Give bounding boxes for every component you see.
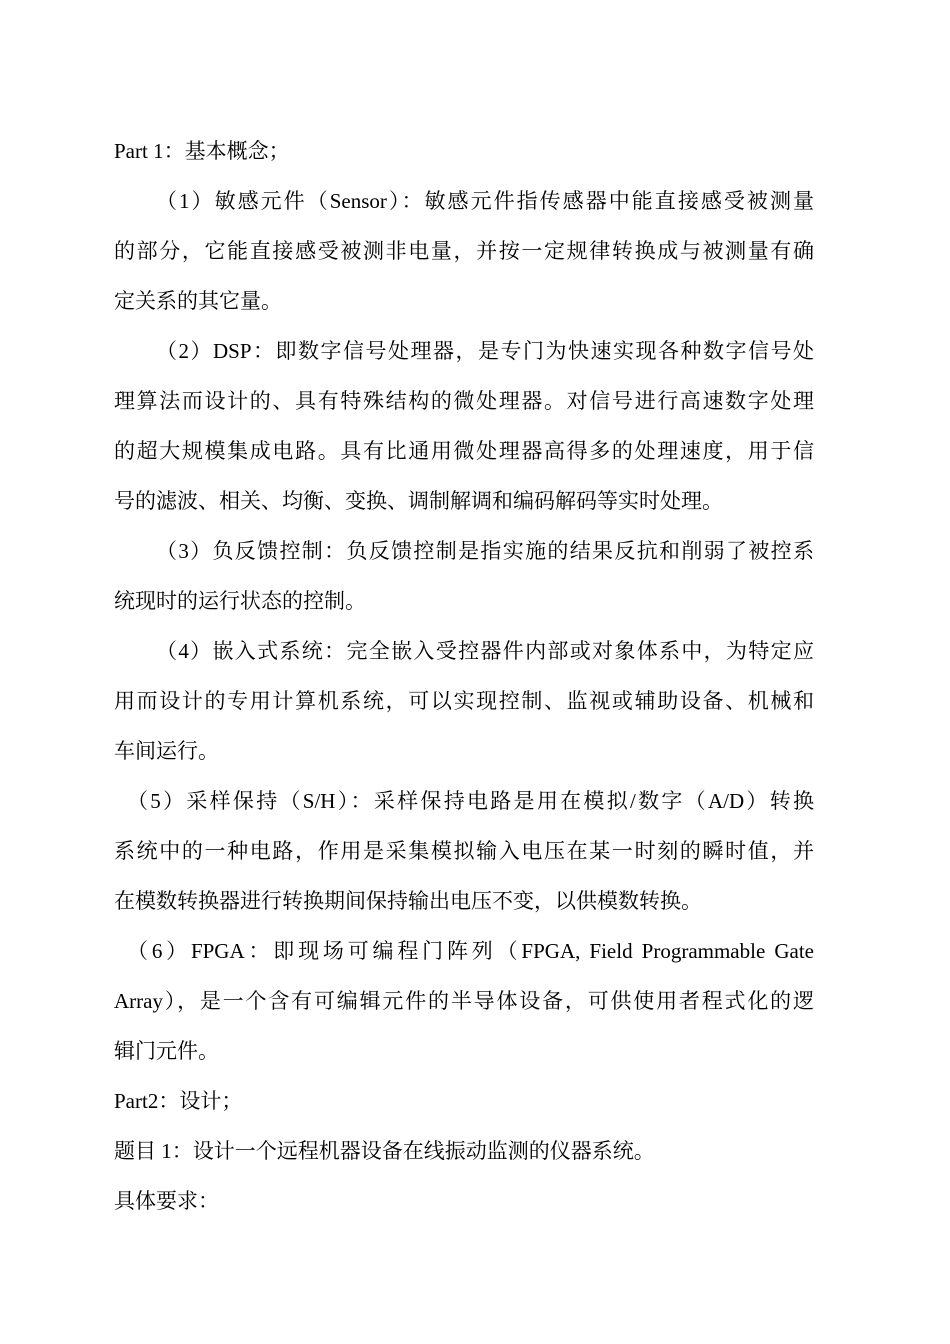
paragraph-line: （5）采样保持（S/H）：采样保持电路是用在模拟/数字（A/D）转换: [127, 789, 814, 813]
paragraph-line: 车间运行。: [114, 739, 219, 763]
section-heading-part2: Part2：设计；: [114, 1089, 243, 1113]
question-title: 题目 1：设计一个远程机器设备在线振动监测的仪器系统。: [114, 1139, 655, 1163]
paragraph-line: 定关系的其它量。: [114, 289, 282, 313]
paragraph-line: 系统中的一种电路，作用是采集模拟输入电压在某一时刻的瞬时值，并: [114, 839, 814, 863]
section-heading-part1: Part 1：基本概念；: [114, 139, 290, 163]
requirements-label: 具体要求：: [114, 1189, 219, 1213]
paragraph-line: （2）DSP：即数字信号处理器，是专门为快速实现各种数字信号处: [156, 339, 814, 363]
paragraph-line: 号的滤波、相关、均衡、变换、调制解调和编码解码等实时处理。: [114, 489, 723, 513]
paragraph-line: 用而设计的专用计算机系统，可以实现控制、监视或辅助设备、机械和: [114, 689, 814, 713]
paragraph-line: 理算法而设计的、具有特殊结构的微处理器。对信号进行高速数字处理: [114, 389, 814, 413]
paragraph-line: 统现时的运行状态的控制。: [114, 589, 366, 613]
paragraph-line: （4）嵌入式系统：完全嵌入受控器件内部或对象体系中，为特定应: [156, 639, 814, 663]
paragraph-line: 的部分，它能直接感受被测非电量，并按一定规律转换成与被测量有确: [114, 239, 814, 263]
paragraph-line: Array），是一个含有可编辑元件的半导体设备，可供使用者程式化的逻: [114, 989, 814, 1013]
paragraph-line: 在模数转换器进行转换期间保持输出电压不变，以供模数转换。: [114, 889, 702, 913]
paragraph-line: 辑门元件。: [114, 1039, 219, 1063]
paragraph-line: 的超大规模集成电路。具有比通用微处理器高得多的处理速度，用于信: [114, 439, 814, 463]
paragraph-line: （1）敏感元件（Sensor）：敏感元件指传感器中能直接感受被测量: [156, 189, 814, 213]
paragraph-line: （3）负反馈控制：负反馈控制是指实施的结果反抗和削弱了被控系: [156, 539, 814, 563]
document-page: [114, 126, 814, 1226]
paragraph-line: （6）FPGA：即现场可编程门阵列（FPGA, Field Programmable Gate: [127, 939, 814, 963]
